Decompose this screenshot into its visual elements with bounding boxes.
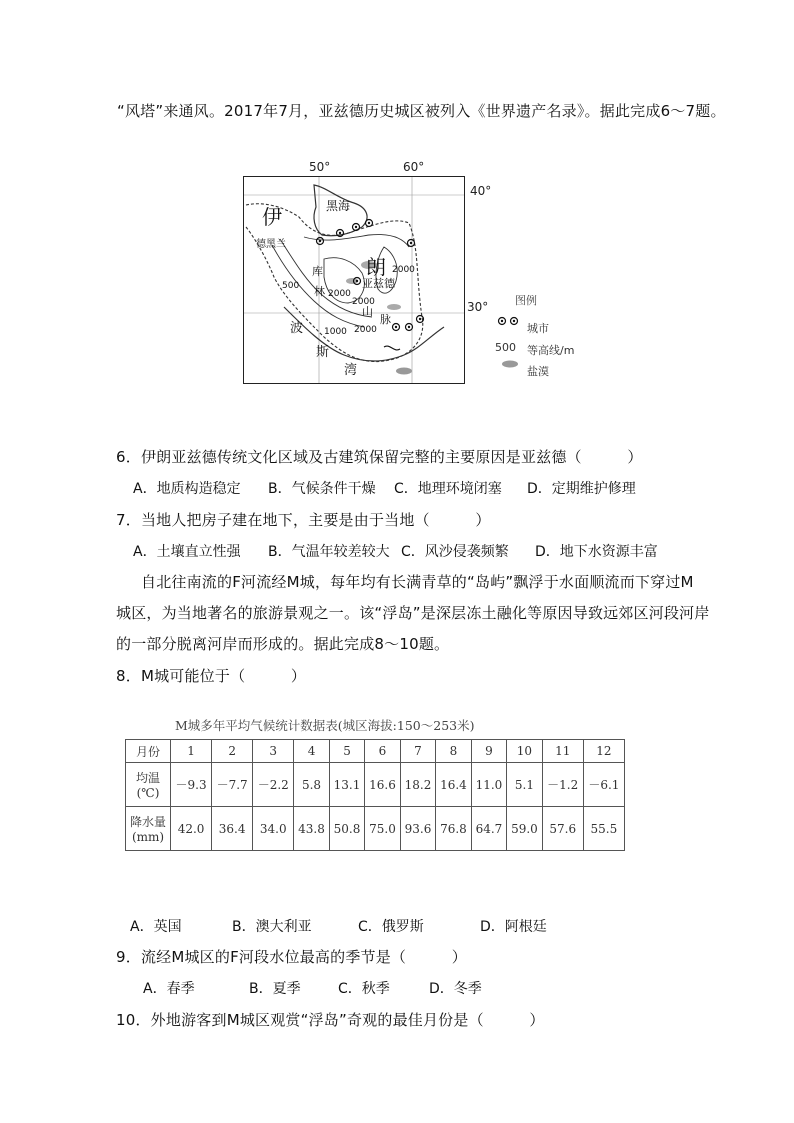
month-header: 月份 <box>126 740 171 763</box>
q8-option-c: C．俄罗斯 <box>358 919 424 935</box>
map-label-bo: 波 <box>290 321 304 336</box>
climate-table <box>125 739 625 851</box>
temp-cell: 16.4 <box>436 763 471 807</box>
temp-cell: －7.7 <box>212 763 253 807</box>
month-cell: 10 <box>507 740 542 763</box>
legend-contour: 等高线/m <box>527 344 575 357</box>
temperature-header <box>126 763 171 807</box>
contour-label: 500 <box>282 281 300 291</box>
q9-option-c: C．秋季 <box>338 981 390 997</box>
passage-line-1: 自北往南流的F河流经M城，每年均有长满青草的“岛屿”飘浮于水面顺流而下穿过M <box>141 573 694 591</box>
passage-line-3: 的一部分脱离河岸而形成的。据此完成8～10题。 <box>116 635 450 653</box>
contour-label: 2000 <box>352 297 375 307</box>
map-label-si: 斯 <box>316 345 330 360</box>
legend-city: 城市 <box>527 322 549 335</box>
precip-cell: 59.0 <box>507 807 542 851</box>
precip-cell: 76.8 <box>436 807 471 851</box>
month-cell: 5 <box>329 740 364 763</box>
map-label-ku: 库 <box>312 265 323 278</box>
month-cell: 6 <box>365 740 400 763</box>
table-row-months <box>126 740 625 763</box>
map-label-yazd: 亚兹德 <box>362 277 395 290</box>
table-row-precipitation <box>126 807 625 851</box>
table-row-temperature <box>126 763 625 807</box>
month-cell: 12 <box>583 740 624 763</box>
month-cell: 8 <box>436 740 471 763</box>
precip-cell: 64.7 <box>471 807 506 851</box>
contour-label: 2000 <box>392 265 415 275</box>
month-cell: 4 <box>294 740 329 763</box>
legend-title: 图例 <box>515 294 537 307</box>
precip-cell: 75.0 <box>365 807 400 851</box>
q9-option-a: A．春季 <box>143 981 195 997</box>
temp-cell: －6.1 <box>583 763 624 807</box>
precip-unit: (mm) <box>131 830 165 844</box>
month-cell: 3 <box>253 740 294 763</box>
precip-cell: 42.0 <box>171 807 212 851</box>
table-caption: M城多年平均气候统计数据表(城区海拔:150～253米) <box>175 718 475 733</box>
legend-symbols <box>496 312 526 372</box>
precip-cell: 50.8 <box>329 807 364 851</box>
latitude-tick-30: 30° <box>467 300 489 314</box>
question-10-stem: 10．外地游客到M城区观赏“浮岛”奇观的最佳月份是（ ） <box>116 1011 545 1029</box>
q8-option-d: D．阿根廷 <box>480 919 547 935</box>
longitude-tick-60: 60° <box>403 160 425 174</box>
temp-cell: 18.2 <box>400 763 435 807</box>
iran-map <box>243 176 465 384</box>
q7-option-c: C．风沙侵袭频繁 <box>401 544 509 560</box>
temp-cell: 13.1 <box>329 763 364 807</box>
map-label-lang: 朗 <box>366 255 386 279</box>
question-7-stem: 7．当地人把房子建在地下，主要是由于当地（ ） <box>116 511 491 529</box>
legend-contour-value: 500 <box>495 341 516 354</box>
temp-cell: －2.2 <box>253 763 294 807</box>
q7-option-b: B．气温年较差较大 <box>268 544 390 560</box>
map-label-wan: 湾 <box>344 363 358 378</box>
contour-label: 1000 <box>324 327 347 337</box>
month-cell: 1 <box>171 740 212 763</box>
temp-cell: 11.0 <box>471 763 506 807</box>
contour-label: 2000 <box>354 325 377 335</box>
question-8-stem: 8．M城可能位于（ ） <box>116 667 307 685</box>
q9-option-d: D．冬季 <box>429 981 482 997</box>
map-label-shan: 山 <box>362 305 373 318</box>
q6-option-b: B．气候条件干燥 <box>268 481 376 497</box>
contour-label: 2000 <box>328 289 351 299</box>
map-label-black-sea: 黑海 <box>326 199 351 213</box>
q6-option-c: C．地理环境闭塞 <box>394 481 502 497</box>
question-6-stem: 6．伊朗亚兹德传统文化区域及古建筑保留完整的主要原因是亚兹德（ ） <box>116 448 643 466</box>
month-cell: 2 <box>212 740 253 763</box>
passage-line-2: 城区，为当地著名的旅游景观之一。该“浮岛”是深层冻土融化等原因导致远郊区河段河岸 <box>116 604 710 622</box>
temp-unit: (℃) <box>136 786 160 800</box>
precip-cell: 43.8 <box>294 807 329 851</box>
legend-salt: 盐漠 <box>527 365 549 378</box>
q8-option-b: B．澳大利亚 <box>232 919 312 935</box>
intro-text: “风塔”来通风。2017年7月，亚兹德历史城区被列入《世界遗产名录》。据此完成6～7题。 <box>117 102 726 120</box>
month-cell: 7 <box>400 740 435 763</box>
q7-option-d: D．地下水资源丰富 <box>535 544 658 560</box>
longitude-tick-50: 50° <box>309 160 331 174</box>
temp-label: 均温 <box>135 771 160 785</box>
month-cell: 11 <box>542 740 583 763</box>
question-9-stem: 9．流经M城区的F河段水位最高的季节是（ ） <box>116 948 467 966</box>
month-cell: 9 <box>471 740 506 763</box>
temp-cell: 16.6 <box>365 763 400 807</box>
q9-option-b: B．夏季 <box>249 981 301 997</box>
q6-option-d: D．定期维护修理 <box>527 481 636 497</box>
precip-cell: 57.6 <box>542 807 583 851</box>
precip-header <box>126 807 171 851</box>
precip-cell: 93.6 <box>400 807 435 851</box>
temp-cell: －1.2 <box>542 763 583 807</box>
map-label-tehran: 德黑兰 <box>256 239 286 250</box>
map-label-yi: 伊 <box>262 205 282 229</box>
temp-cell: －9.3 <box>171 763 212 807</box>
precip-cell: 36.4 <box>212 807 253 851</box>
q6-option-a: A．地质构造稳定 <box>133 481 241 497</box>
precip-label: 降水量 <box>129 815 166 829</box>
q7-option-a: A．土壤直立性强 <box>133 544 241 560</box>
q8-option-a: A．英国 <box>130 919 182 935</box>
map-label-lin: 林 <box>314 285 325 298</box>
temp-cell: 5.8 <box>294 763 329 807</box>
precip-cell: 34.0 <box>253 807 294 851</box>
temp-cell: 5.1 <box>507 763 542 807</box>
precip-cell: 55.5 <box>583 807 624 851</box>
latitude-tick-40: 40° <box>470 184 492 198</box>
map-label-mai: 脉 <box>380 313 391 326</box>
